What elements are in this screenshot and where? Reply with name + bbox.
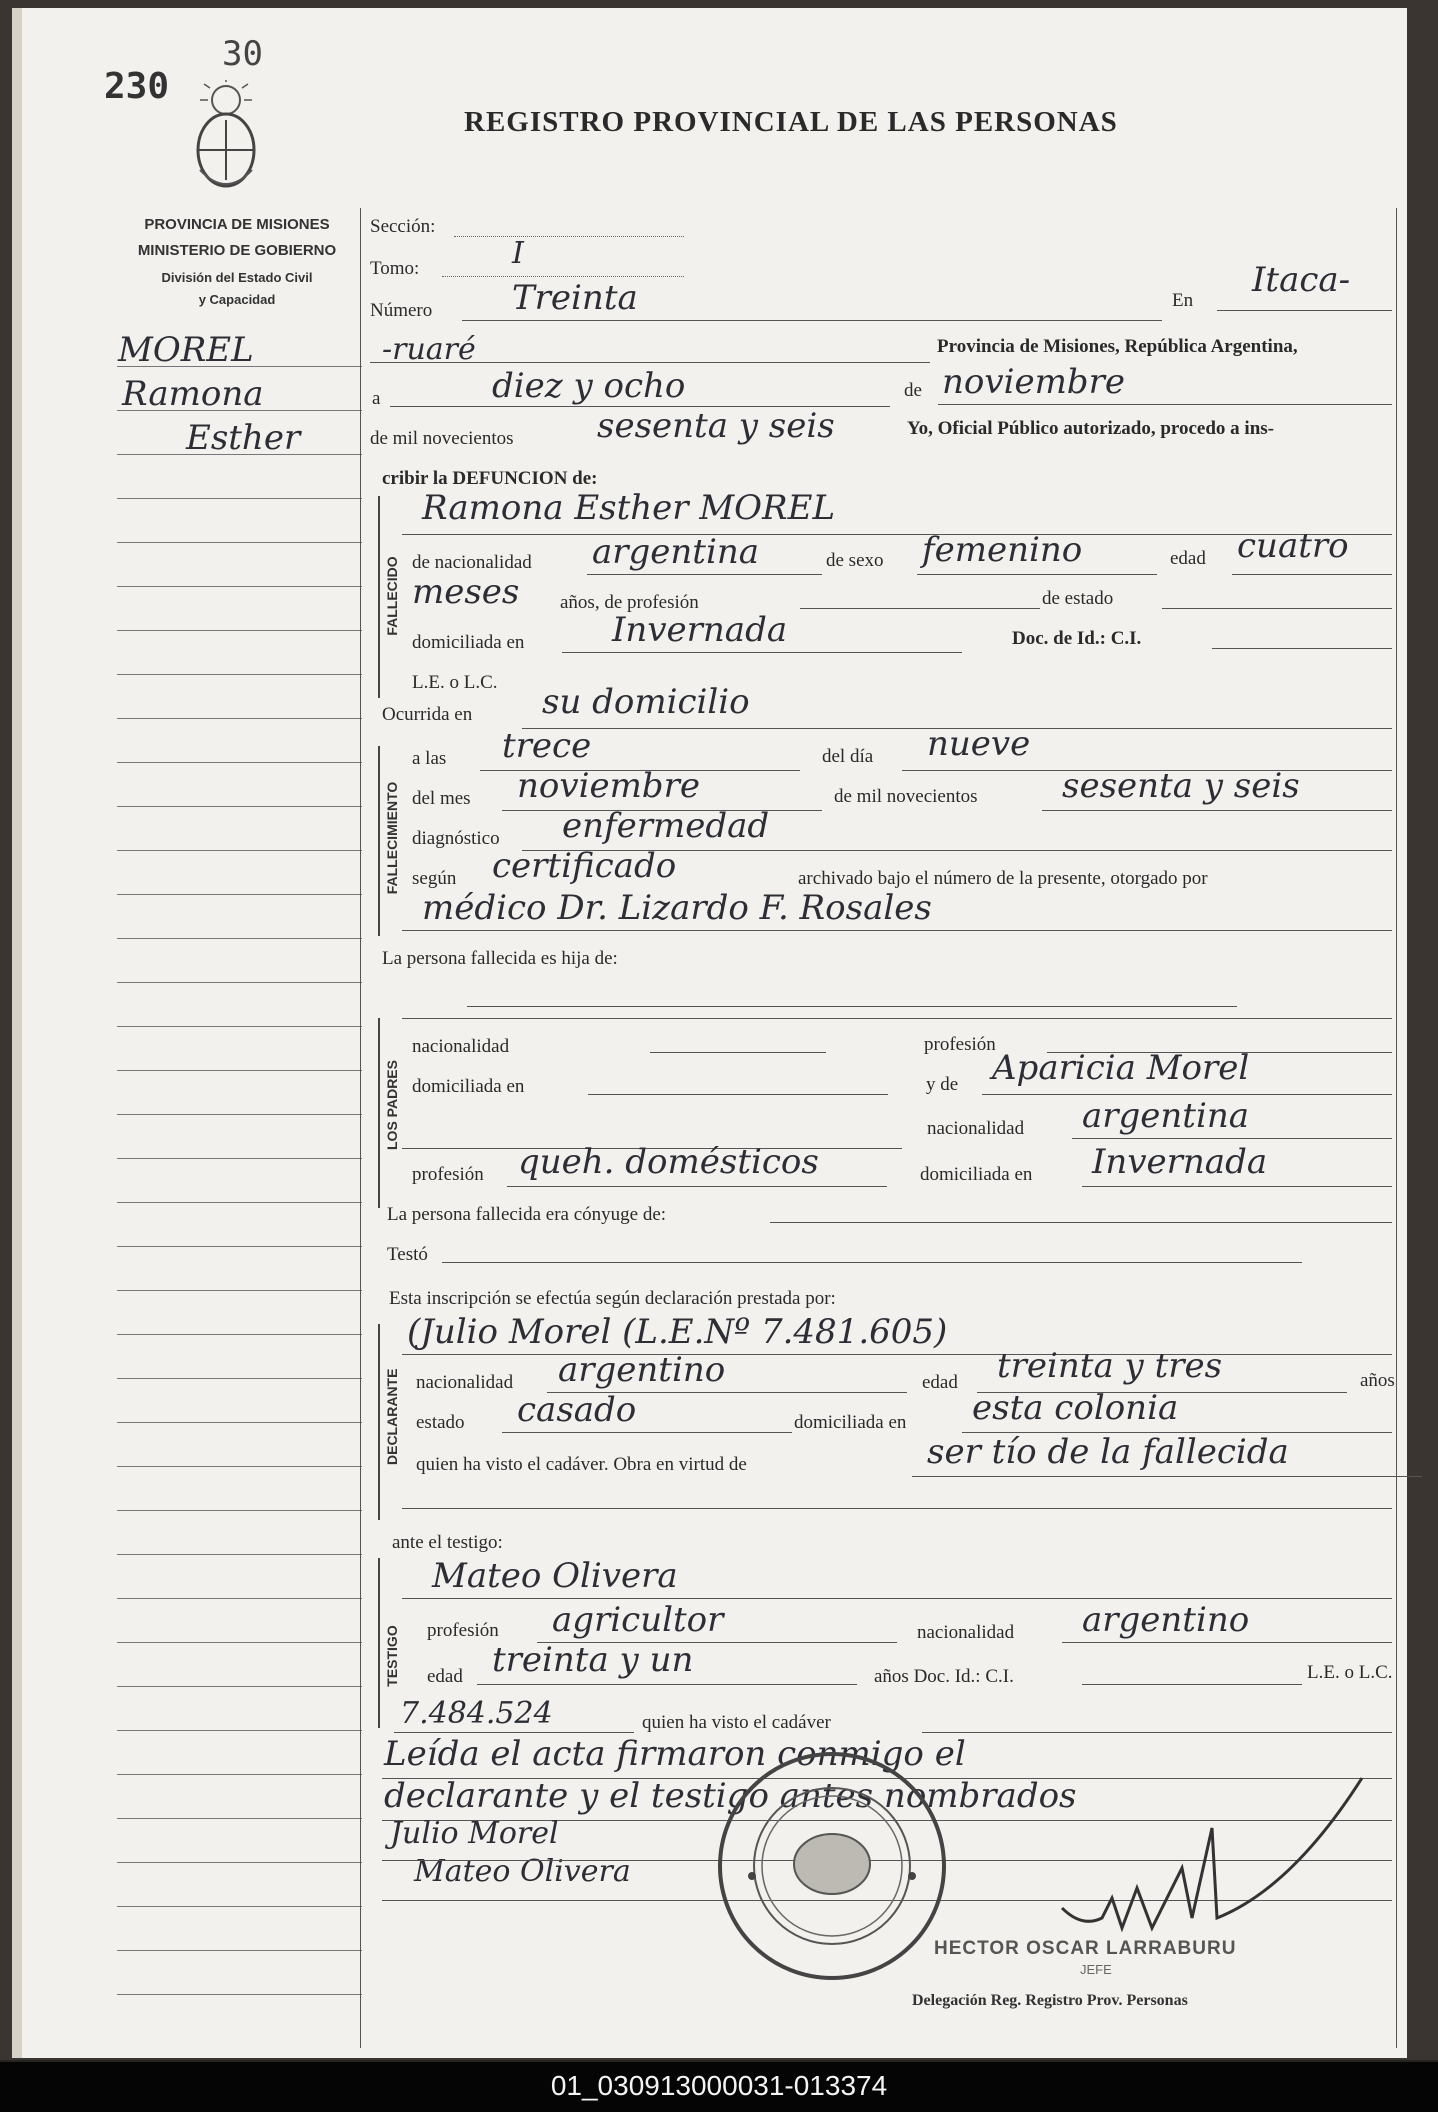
- witness-id-number: 7.484.524: [400, 1696, 553, 1731]
- declarant-section-label: DECLARANTE: [384, 1368, 400, 1465]
- inscribe-label: cribir la DEFUNCION de:: [382, 468, 598, 489]
- witness-profession-value: agricultor: [552, 1600, 724, 1640]
- mother-profession-label: profesión: [412, 1164, 484, 1185]
- diagnosis-value: enfermedad: [562, 806, 770, 846]
- volume-label: Tomo:: [370, 258, 420, 279]
- officer-statement: Yo, Oficial Público autorizado, procedo a ins-: [907, 418, 1274, 439]
- certificate-label: según: [412, 868, 457, 889]
- domicile-value: Invernada: [612, 610, 788, 650]
- witness-viewed-statement: quien ha visto el cadáver: [642, 1712, 831, 1733]
- declarant-relation-value: ser tío de la fallecida: [927, 1432, 1289, 1472]
- deceased-section-label: FALLECIDO: [384, 556, 400, 636]
- day-of-death-value: nueve: [927, 724, 1031, 764]
- division-label-2: y Capacidad: [198, 292, 276, 307]
- witness-age-label: edad: [427, 1666, 463, 1687]
- ministry-label: MINISTERIO DE GOBIERNO: [137, 242, 337, 259]
- officer-name: HECTOR OSCAR LARRABURU: [934, 1938, 1237, 1959]
- sex-label: de sexo: [826, 550, 884, 571]
- certificate-value: certificado: [492, 846, 677, 886]
- father-nationality-label: nacionalidad: [412, 1036, 510, 1057]
- mother-domicile-label: domiciliada en: [920, 1164, 1033, 1185]
- margin-given-name: Ramona: [122, 374, 264, 414]
- child-of-label: La persona fallecida es hija de:: [382, 948, 618, 969]
- officer-signature-icon: [1042, 1768, 1382, 1952]
- mother-label: y de: [926, 1074, 959, 1095]
- profession-label: años, de profesión: [560, 592, 699, 613]
- witness-signature: Mateo Olivera: [414, 1854, 631, 1889]
- witness-nationality-value: argentino: [1082, 1600, 1250, 1640]
- officer-office: Delegación Reg. Registro Prov. Personas: [912, 1992, 1188, 2009]
- age-value: cuatro: [1237, 526, 1349, 566]
- occurred-label: Ocurrida en: [382, 704, 473, 725]
- province-country-text: Provincia de Misiones, República Argentina,: [937, 336, 1298, 357]
- age-label: edad: [1170, 548, 1206, 569]
- parents-section-label: LOS PADRES: [384, 1060, 400, 1150]
- page-title: REGISTRO PROVINCIAL DE LAS PERSONAS: [464, 106, 1118, 138]
- declarant-nationality-label: nacionalidad: [416, 1372, 514, 1393]
- day-value: diez y ocho: [492, 366, 686, 406]
- sex-value: femenino: [922, 530, 1083, 570]
- place-value-part-2: -ruaré: [382, 332, 476, 367]
- id-document-label: Doc. de Id.: C.I.: [1012, 628, 1142, 649]
- of-label: de: [904, 380, 922, 401]
- declarant-age-unit: años: [1360, 1370, 1395, 1391]
- year-value: sesenta y seis: [597, 406, 835, 446]
- civil-status-label: de estado: [1042, 588, 1114, 609]
- declarant-status-value: casado: [517, 1390, 637, 1430]
- year-of-death-value: sesenta y seis: [1062, 766, 1300, 806]
- id-document-types: L.E. o L.C.: [412, 672, 498, 693]
- declarant-nationality-value: argentino: [558, 1350, 726, 1390]
- viewed-body-statement: quien ha visto el cadáver. Obra en virtud de: [416, 1454, 747, 1475]
- declarant-domicile-label: domiciliada en: [794, 1412, 907, 1433]
- testament-label: Testó: [387, 1244, 428, 1265]
- death-section-label: FALLECIMIENTO: [384, 781, 400, 895]
- declarant-signature: Julio Morel: [390, 1816, 559, 1851]
- province-label: PROVINCIA DE MISIONES: [144, 216, 330, 233]
- section-label: Sección:: [370, 216, 436, 237]
- witness-name: Mateo Olivera: [432, 1556, 678, 1596]
- mother-nationality-value: argentina: [1082, 1096, 1250, 1136]
- month-of-death-value: noviembre: [517, 766, 700, 806]
- image-identifier: 01_030913000031-013374: [550, 2070, 888, 2101]
- mother-domicile-value: Invernada: [1092, 1142, 1268, 1182]
- register-page: [12, 8, 1407, 2058]
- deceased-full-name: Ramona Esther MOREL: [422, 488, 836, 528]
- witness-section-label: TESTIGO: [384, 1625, 400, 1687]
- witness-intro-label: ante el testigo:: [392, 1532, 503, 1553]
- place-value-part-1: Itaca-: [1252, 260, 1351, 300]
- spouse-label: La persona fallecida era cónyuge de:: [387, 1204, 667, 1225]
- witness-id-label: años Doc. Id.: C.I.: [874, 1666, 1014, 1687]
- archive-statement: archivado bajo el número de la presente, otorgado por: [798, 868, 1208, 889]
- declarant-domicile-value: esta colonia: [972, 1388, 1179, 1428]
- official-seal-stamp-icon: [712, 1746, 952, 1990]
- declaration-statement: Esta inscripción se efectúa según declaración prestada por:: [389, 1288, 836, 1309]
- officer-title: JEFE: [1080, 1962, 1112, 1977]
- diagnosis-label: diagnóstico: [412, 828, 500, 849]
- year-prefix-label: de mil novecientos: [370, 428, 514, 449]
- coat-of-arms-icon: [190, 80, 262, 204]
- volume-value: I: [512, 236, 524, 271]
- domicile-label: domiciliada en: [412, 632, 525, 653]
- occurred-value: su domicilio: [542, 682, 750, 722]
- day-of-death-label: del día: [822, 746, 874, 767]
- month-value: noviembre: [942, 362, 1125, 402]
- declarant-age-label: edad: [922, 1372, 958, 1393]
- declarant-name: (Julio Morel (L.E.Nº 7.481.605): [407, 1312, 948, 1352]
- hour-value: trece: [502, 726, 592, 766]
- mother-profession-value: queh. domésticos: [518, 1142, 819, 1182]
- division-label: División del Estado Civil: [161, 270, 313, 285]
- physician-value: médico Dr. Lizardo F. Rosales: [422, 888, 932, 928]
- father-domicile-label: domiciliada en: [412, 1076, 525, 1097]
- nationality-label: de nacionalidad: [412, 552, 532, 573]
- margin-middle-name: Esther: [186, 418, 301, 458]
- witness-nationality-label: nacionalidad: [917, 1622, 1015, 1643]
- mother-nationality-label: nacionalidad: [927, 1118, 1025, 1139]
- margin-surname: MOREL: [118, 330, 254, 370]
- image-id-bar: [0, 2062, 1438, 2112]
- father-profession-label: profesión: [924, 1034, 996, 1055]
- folio-number-stamped: 230: [104, 66, 170, 107]
- hour-label: a las: [412, 748, 447, 769]
- declarant-status-label: estado: [416, 1412, 465, 1433]
- month-of-death-label: del mes: [412, 788, 471, 809]
- witness-id-types: L.E. o L.C.: [1307, 1662, 1393, 1683]
- number-label: Número: [370, 300, 433, 321]
- mother-name: Aparicia Morel: [992, 1048, 1250, 1088]
- place-label: En: [1172, 290, 1194, 311]
- number-value: Treinta: [512, 278, 638, 318]
- witness-profession-label: profesión: [427, 1620, 499, 1641]
- closing-line-1: Leída el acta firmaron conmigo el: [384, 1734, 966, 1774]
- declarant-age-value: treinta y tres: [997, 1346, 1223, 1386]
- date-prefix-label: a: [372, 388, 381, 409]
- witness-age-value: treinta y un: [492, 1640, 694, 1680]
- folio-number-printed: 30: [222, 34, 263, 74]
- closing-line-2: declarante y el testigo antes nombrados: [384, 1776, 1077, 1816]
- age-unit-value: meses: [412, 572, 520, 612]
- year-of-death-label: de mil novecientos: [834, 786, 978, 807]
- nationality-value: argentina: [592, 532, 760, 572]
